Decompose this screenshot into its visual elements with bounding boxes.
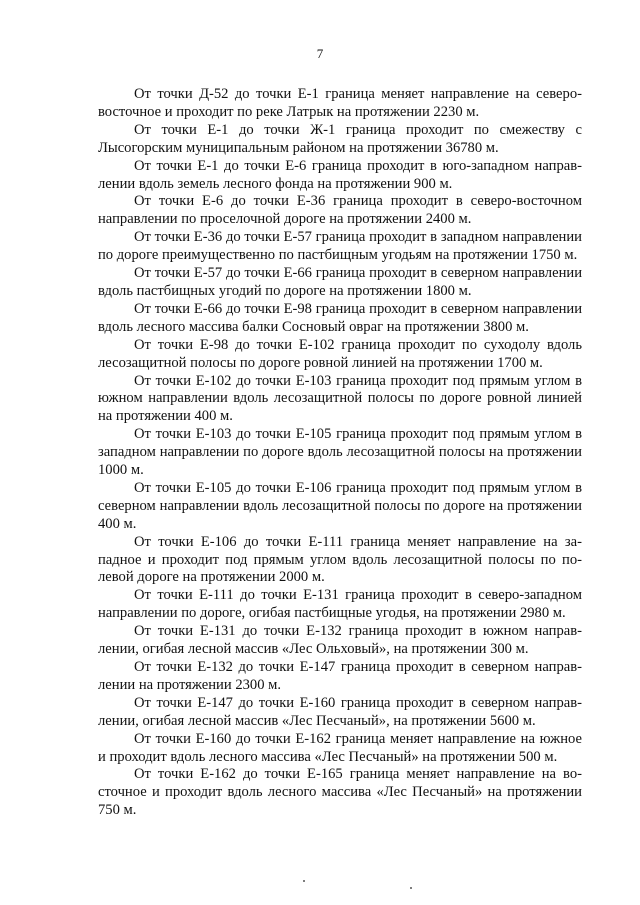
paragraph: От точки Е-160 до точки Е-162 граница меняет направление на южное и проходит вдоль лесного массива «Лес Песчаный» на протяжении 500 м. bbox=[98, 730, 582, 765]
body-text bbox=[98, 86, 582, 820]
paragraph: От точки Е-147 до точки Е-160 граница проходит в северном направлении, огибая лесной массив «Лес Песчаный», на протяжении 5600 м. bbox=[98, 694, 582, 729]
paragraph: От точки Е-57 до точки Е-66 граница проходит в северном направлении вдоль пастбищных угодий по дороге на протяжении 1800 м. bbox=[98, 265, 582, 299]
paragraph: От точки Е-162 до точки Е-165 граница меняет направление на восточное и проходит вдоль лесного массива «Лес Песчаный» на протяжении 750 м. bbox=[98, 766, 582, 819]
paragraph: От точки Е-106 до точки Е-111 граница меняет направление на западное и проходит под прямым углом вдоль лесозащитной полосы по полевой дороге на протяжении 2000 м. bbox=[98, 533, 582, 586]
scan-speck bbox=[410, 887, 412, 889]
page-number: 7 bbox=[316, 46, 324, 61]
paragraph: От точки Е-111 до точки Е-131 граница проходит в северо-западном направлении по дороге, огибая пастбищные угодья, на протяжении 2980 м. bbox=[98, 587, 582, 622]
paragraph: От точки Е-66 до точки Е-98 граница проходит в северном направлении вдоль лесного массива балки Сосновый овраг на протяжении 3800 м. bbox=[98, 300, 582, 335]
scan-speck bbox=[303, 880, 305, 882]
paragraph: От точки Д-52 до точки Е-1 граница меняет направление на северо-восточное и проходит по реке Латрык на протяжении 2230 м. bbox=[98, 86, 582, 120]
paragraph: От точки Е-132 до точки Е-147 граница проходит в северном направлении на протяжении 2300 м. bbox=[98, 659, 582, 693]
paragraph: От точки Е-105 до точки Е-106 граница проходит под прямым углом в северном направлении вдоль лесозащитной полосы по дороге на протяжении 400 м. bbox=[98, 479, 582, 532]
paragraph: От точки Е-102 до точки Е-103 граница проходит под прямым углом в южном направлении вдоль лесозащитной полосы по дороге ровной линией на протяжении 400 м. bbox=[98, 372, 582, 425]
paragraph: От точки Е-98 до точки Е-102 граница проходит по суходолу вдоль лесозащитной полосы по дороге ровной линией на протяжении 1700 м. bbox=[98, 336, 582, 371]
paragraph: От точки Е-1 до точки Ж-1 граница проходит по смежеству с Лысогорским муниципальным районом на протяжении 36780 м. bbox=[98, 121, 582, 156]
paragraph: От точки Е-103 до точки Е-105 граница проходит под прямым углом в западном направлении по дороге вдоль лесозащитной полосы на протяжении 1000 м. bbox=[98, 426, 582, 479]
paragraph: От точки Е-6 до точки Е-36 граница проходит в северо-восточном направлении по проселочной дороге на протяжении 2400 м. bbox=[98, 193, 582, 228]
paragraph: От точки Е-131 до точки Е-132 граница проходит в южном направлении, огибая лесной массив «Лес Ольховый», на протяжении 300 м. bbox=[98, 623, 582, 658]
paragraph: От точки Е-36 до точки Е-57 граница проходит в западном направлении по дороге преимущественно по пастбищным угодьям на протяжении 1750 м. bbox=[98, 229, 582, 264]
paragraph: От точки Е-1 до точки Е-6 граница проходит в юго-западном направлении вдоль земель лесного фонда на протяжении 900 м. bbox=[98, 157, 582, 192]
